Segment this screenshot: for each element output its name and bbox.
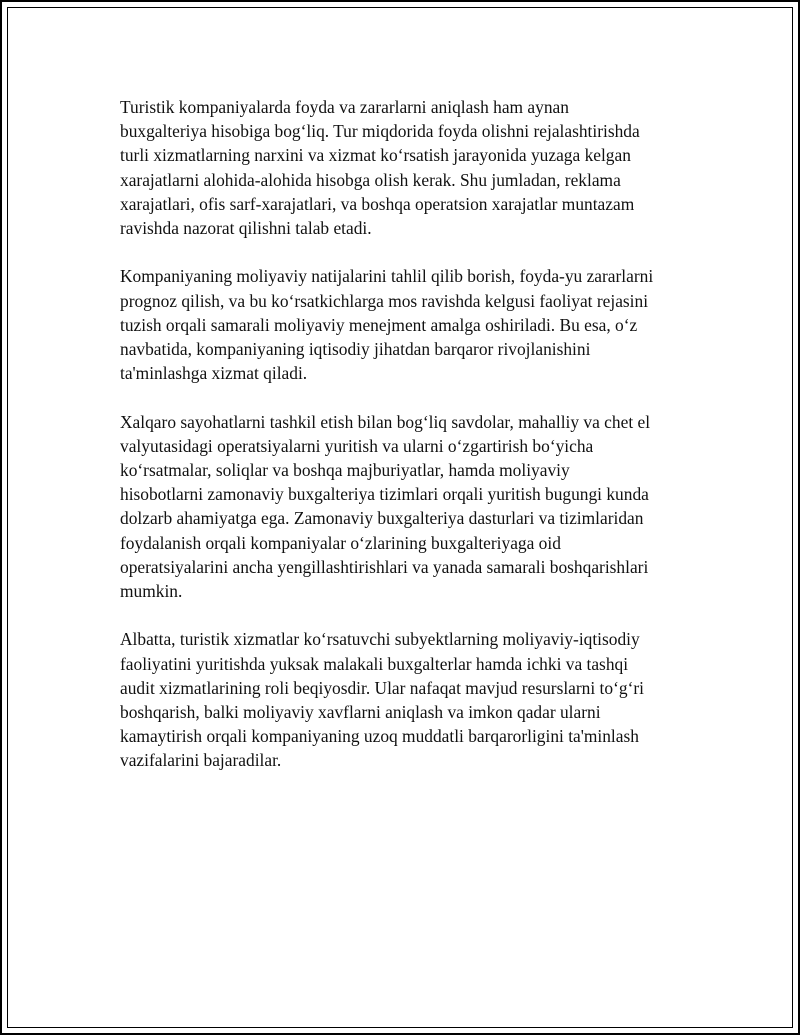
text-line: Kompaniyaning moliyaviy natijalarini tahlil qilib borish, foyda-yu zararlarni	[120, 266, 654, 287]
paragraph-4	[120, 627, 700, 772]
text-line: prognoz qilish, va bu ko‘rsatkichlarga mos ravishda kelgusi faoliyat rejasini	[120, 290, 649, 311]
text-line: foydalanish orqali kompaniyalar o‘zlarining buxgalteriyaga oid	[120, 532, 561, 553]
text-line: Turistik kompaniyalarda foyda va zararlarni aniqlash ham aynan	[120, 97, 569, 117]
paragraph-2	[120, 264, 700, 385]
paragraph-3	[120, 410, 700, 604]
document-body	[120, 95, 700, 797]
text-line: tuzish orqali samarali moliyaviy menejment amalga oshiriladi. Bu esa, o‘z	[120, 314, 638, 335]
text-line: Xalqaro sayohatlarni tashkil etish bilan bog‘liq savdolar, mahalliy va chet el	[120, 411, 651, 432]
text-line: audit xizmatlarining roli beqiyosdir. Ular nafaqat mavjud resurslarni to‘g‘ri	[120, 677, 644, 698]
text-line: ko‘rsatmalar, soliqlar va boshqa majburiyatlar, hamda moliyaviy	[120, 460, 570, 481]
text-line: kamaytirish orqali kompaniyaning uzoq muddatli barqarorligini ta'minlash	[120, 726, 639, 747]
text-line: xarajatlari, ofis sarf-xarajatlari, va boshqa operatsion xarajatlar muntazam	[120, 193, 635, 214]
paragraph-1	[120, 95, 700, 240]
text-line: vazifalarini bajaradilar.	[120, 750, 282, 771]
text-line: operatsiyalarini ancha yengillashtirishlari va yanada samarali boshqarishlari	[120, 556, 649, 577]
text-line: faoliyatini yuritishda yuksak malakali buxgalterlar hamda ichki va tashqi	[120, 653, 629, 674]
text-line: valyutasidagi operatsiyalarni yuritish va ularni o‘zgartirish bo‘yicha	[120, 435, 594, 456]
text-line: mumkin.	[120, 581, 183, 602]
text-line: buxgalteriya hisobiga bog‘liq. Tur miqdorida foyda olishni rejalashtirishda	[120, 121, 640, 142]
text-line: ta'minlashga xizmat qiladi.	[120, 363, 308, 384]
text-line: turli xizmatlarning narxini va xizmat ko‘rsatish jarayonida yuzaga kelgan	[120, 145, 631, 166]
text-line: dolzarb ahamiyatga ega. Zamonaviy buxgalteriya dasturlari va tizimlaridan	[120, 508, 644, 529]
text-line: navbatida, kompaniyaning iqtisodiy jihatdan barqaror rivojlanishini	[120, 339, 591, 360]
text-line: ravishda nazorat qilishni talab etadi.	[120, 218, 372, 239]
text-line: Albatta, turistik xizmatlar ko‘rsatuvchi subyektlarning moliyaviy-iqtisodiy	[120, 629, 640, 650]
text-line: hisobotlarni zamonaviy buxgalteriya tizimlari orqali yuritish bugungi kunda	[120, 484, 649, 505]
text-line: xarajatlarni alohida-alohida hisobga olish kerak. Shu jumladan, reklama	[120, 169, 621, 190]
text-line: boshqarish, balki moliyaviy xavflarni aniqlash va imkon qadar ularni	[120, 702, 601, 723]
